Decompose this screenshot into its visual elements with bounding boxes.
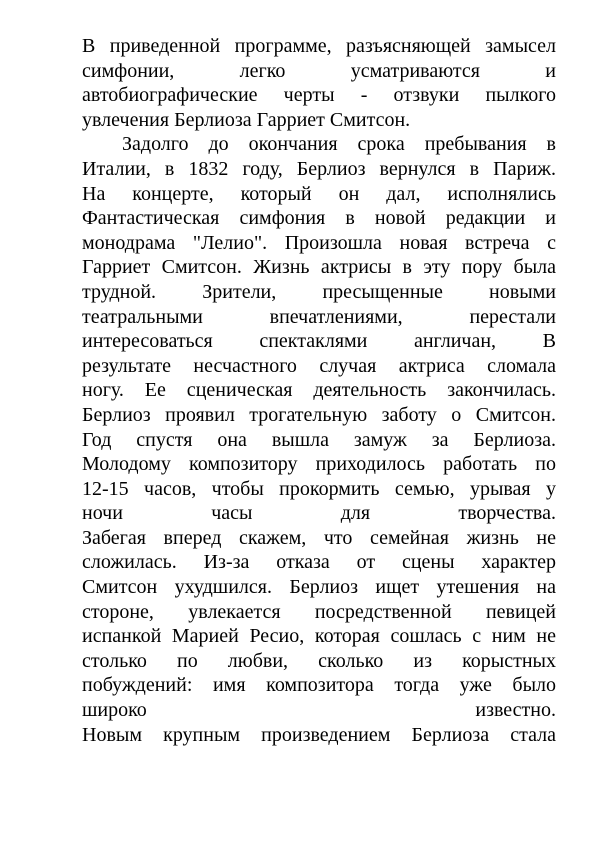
document-page — [82, 34, 556, 747]
text-line: трудной. Зрители, пресыщенные новыми — [82, 280, 556, 303]
text-line: На концерте, который он дал, исполнялись — [82, 182, 556, 205]
text-line: симфонии, легко усматриваются и — [82, 59, 556, 82]
text-line: Год спустя она вышла замуж за Берлиоза. — [82, 428, 556, 451]
text-line: результате несчастного случая актриса сломала — [82, 354, 556, 377]
text-line: Смитсон ухудшился. Берлиоз ищет утешения на — [82, 576, 556, 599]
text-line: испанкой Марией Ресио, которая сошлась с ним не — [82, 625, 556, 648]
text-line: 12-15 часов, чтобы прокормить семью, урывая у — [82, 477, 556, 500]
text-line: увлечения Берлиоза Гарриет Смитсон. — [82, 108, 411, 131]
text-line: Новым крупным произведением Берлиоза стала — [82, 723, 556, 746]
text-line: побуждений: имя композитора тогда уже было — [82, 674, 556, 697]
text-line: автобиографические черты - отзвуки пылкого — [82, 84, 556, 107]
text-line: широко известно. — [82, 699, 556, 722]
text-line: Задолго до окончания срока пребывания в — [122, 133, 556, 156]
text-line: интересоваться спектаклями англичан, В — [82, 330, 556, 353]
text-line: стороне, увлекается посредственной певицей — [82, 600, 556, 623]
paragraph-1 — [82, 34, 556, 132]
text-line: Фантастическая симфония в новой редакции и — [82, 207, 556, 230]
text-line: Берлиоз проявил трогательную заботу о Смитсон. — [82, 403, 556, 426]
text-line: В приведенной программе, разъясняющей замысел — [82, 35, 556, 57]
paragraph-2 — [82, 132, 556, 747]
text-line: Забегая вперед скажем, что семейная жизнь не — [82, 526, 556, 549]
text-line: сложилась. Из-за отказа от сцены характер — [82, 551, 556, 574]
text-line: Молодому композитору приходилось работать по — [82, 453, 556, 476]
text-line: монодрама "Лелио". Произошла новая встреча с — [82, 231, 556, 254]
text-line: театральными впечатлениями, перестали — [82, 305, 556, 328]
text-line: Италии, в 1832 году, Берлиоз вернулся в Париж. — [82, 157, 556, 180]
text-line: Гарриет Смитсон. Жизнь актрисы в эту пору была — [82, 256, 556, 279]
text-line: столько по любви, сколько из корыстных — [82, 649, 556, 672]
text-line: ночи часы для творчества. — [82, 502, 556, 525]
text-line: ногу. Ее сценическая деятельность закончилась. — [82, 379, 556, 402]
